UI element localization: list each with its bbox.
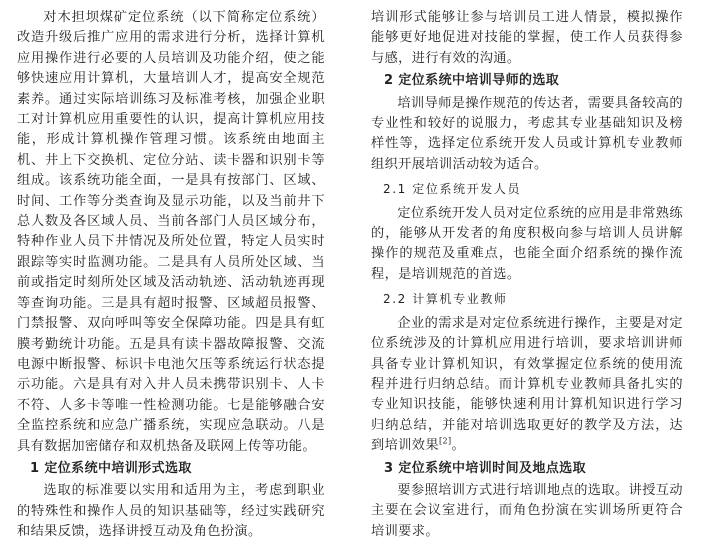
right-column	[371, 8, 683, 542]
section-1-heading: 1 定位系统中培训形式选取	[30, 460, 192, 476]
section-2-2-end: 。	[451, 438, 466, 454]
section-3-paragraph: 要参照培训方式进行培训地点的选取。讲授互动主要在会议室进行，而角色扮演在实训场所更符合培训要求。	[371, 482, 683, 539]
section-2-2-heading: 2.2 计算机专业教师	[383, 292, 508, 307]
intro-paragraph: 对木担坝煤矿定位系统（以下简称定位系统）改造升级后推广应用的需求进行分析，选择计算机应用操作进行必要的人员培训及功能介绍，使之能够快速应用计算机，大量培训人才，提高安全规范素养。通过实际培训练习及标准考核，加强企业职工对计算机应用重要性的认识，提高计算机应用技能，形成计算机操作管理习惯。该系统由地面主机、井上下交换机、定位分站、读卡器和识别卡等组成。该系统功能全面，一是具有按部门、区域、时间、工作等分类查询及显示功能，以及当前井下总人数及各区域人员、当前各部门人员区域分布，特种作业人员下井情况及所处位置，特定人员实时跟踪等实时监测功能。二是具有人员所处区域、当前或指定时刻所处区域及活动轨迹、活动轨迹再现等查询功能。三是具有超时报警、区域超员报警、门禁报警、双向呼叫等安全保障功能。四是具有虹膜考勤统计功能。五是具有读卡器故障报警、交流电源中断报警、标识卡电池欠压等系统运行状态提示功能。六是具有对入井人员未携带识别卡、人卡不符、人多卡等唯一性检测功能。七是能够融合安全监控系统和应急广播系统，实现应急联动。八是具有数据加密储存和双机热备及联网上传等功能。	[17, 10, 325, 454]
section-1-paragraph: 选取的标准要以实用和适用为主，考虑到职业的特殊性和操作人员的知识基础等，经过实践研究和结果反馈，选择讲授互动及角色扮演。	[17, 483, 325, 540]
section-2-2-paragraph	[371, 314, 683, 457]
section-2-1-heading: 2.1 定位系统开发人员	[383, 182, 522, 197]
section-2-1-paragraph: 定位系统开发人员对定位系统的应用是非常熟练的，能够从开发者的角度积极向参与培训人员讲解操作的规范及重难点，也能全面介绍系统的操作流程，是培训规范的首选。	[371, 205, 683, 282]
section-2-heading: 2 定位系统中培训导师的选取	[384, 73, 560, 89]
section-2-2-text: 企业的需求是对定位系统进行操作，主要是对定位系统涉及的计算机应用进行培训，要求培训讲师具备专业计算机知识，有效掌握定位系统的使用流程并进行归纳总结。而计算机专业教师具备扎实的专业知识技能，能够快速利用计算机知识进行学习归纳总结，并能对培训选取更好的教学及方法，达到培训效果	[371, 315, 683, 454]
citation-marker: [2]	[438, 436, 452, 446]
section-1-continued-paragraph: 培训形式能够让参与培训员工进人情景，模拟操作能够更好地促进对技能的掌握，使工作人员获得参与感，进行有效的沟通。	[371, 10, 683, 66]
left-column	[17, 8, 325, 543]
section-3-heading: 3 定位系统中培训时间及地点选取	[384, 460, 586, 476]
section-2-paragraph: 培训导师是操作规范的传达者，需要具备较高的专业性和较好的说服力，考虑其专业基础知识及榜样性等，选择定位系统开发人员或计算机专业教师组织开展培训活动较为适合。	[371, 95, 683, 172]
